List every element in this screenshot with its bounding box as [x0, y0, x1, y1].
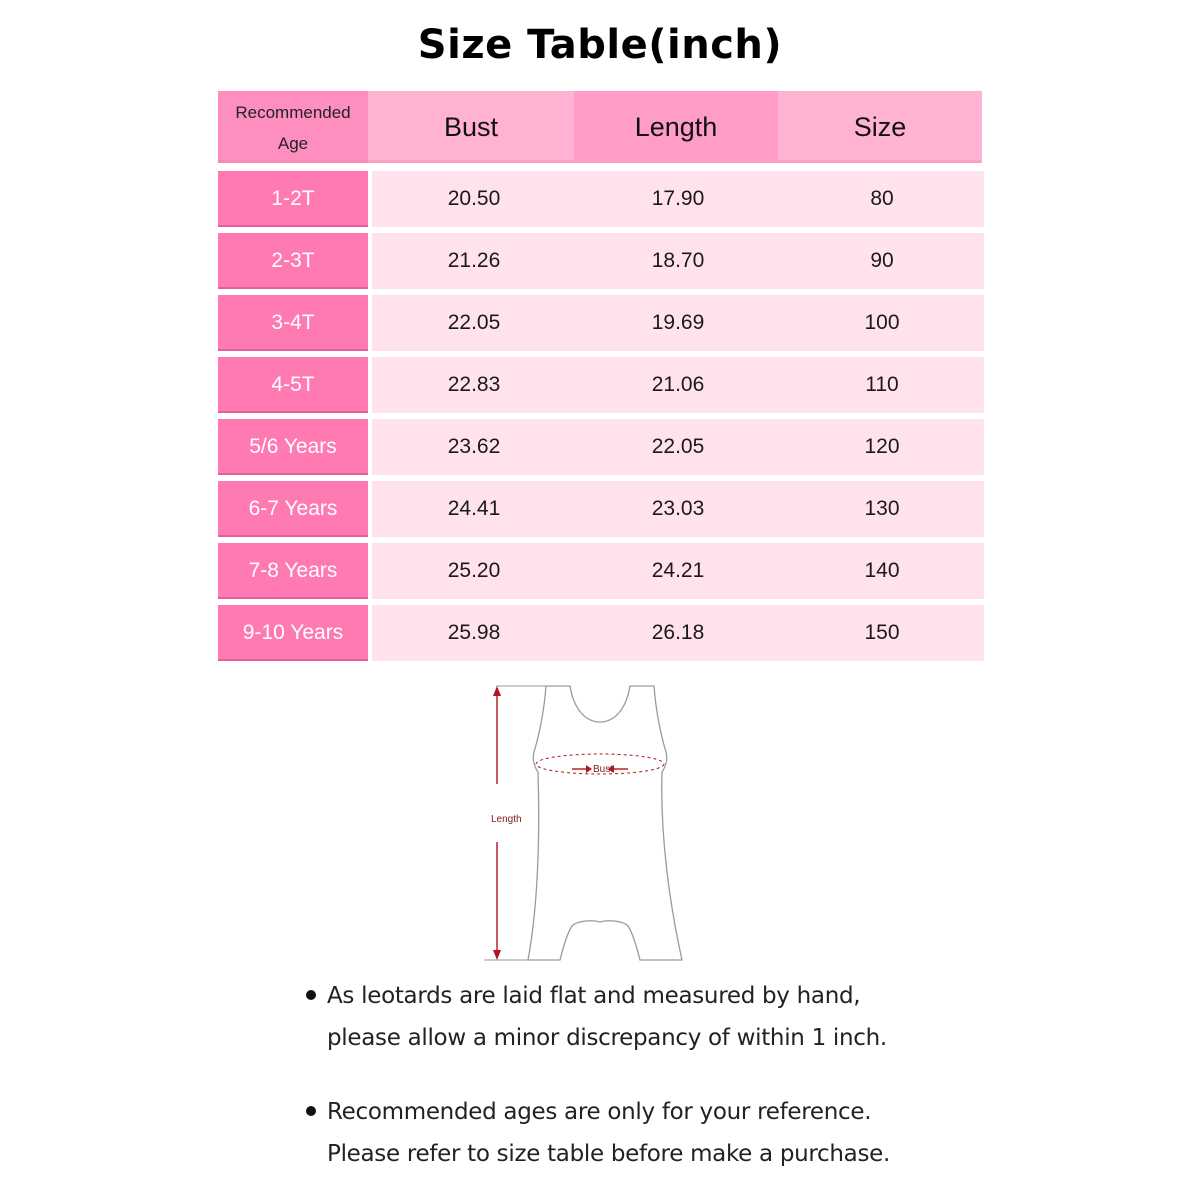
- leotard-outline: [528, 686, 682, 960]
- bust-cell: 22.05: [372, 295, 576, 351]
- size-cell: 140: [780, 543, 984, 599]
- size-cell: 80: [780, 171, 984, 227]
- note-item: [300, 1091, 940, 1175]
- table-row: [218, 171, 984, 227]
- table-row: [218, 357, 984, 413]
- table-row: [218, 605, 984, 661]
- length-cell: 23.03: [576, 481, 780, 537]
- length-cell: 21.06: [576, 357, 780, 413]
- bullet-icon: [306, 1106, 316, 1116]
- table-row: [218, 481, 984, 537]
- table-row: [218, 543, 984, 599]
- age-cell: 3-4T: [218, 295, 368, 351]
- length-cell: 19.69: [576, 295, 780, 351]
- length-cell: 22.05: [576, 419, 780, 475]
- length-arrowhead-down: [493, 950, 501, 960]
- age-cell: 1-2T: [218, 171, 368, 227]
- age-cell: 4-5T: [218, 357, 368, 413]
- note-text: As leotards are laid flat and measured by hand, please allow a minor discrepancy of within 1 inch.: [327, 983, 887, 1051]
- leotard-diagram: [470, 676, 730, 968]
- size-cell: 120: [780, 419, 984, 475]
- table-row: [218, 233, 984, 289]
- bust-cell: 20.50: [372, 171, 576, 227]
- size-cell: 100: [780, 295, 984, 351]
- header-recommended-age: [218, 91, 368, 163]
- bullet-icon: [306, 990, 316, 1000]
- note-text: Recommended ages are only for your reference. Please refer to size table before make a purchase.: [327, 1099, 891, 1167]
- bust-cell: 23.62: [372, 419, 576, 475]
- bust-cell: 25.20: [372, 543, 576, 599]
- bust-cell: 22.83: [372, 357, 576, 413]
- header-length: Length: [574, 91, 778, 163]
- age-cell: 7-8 Years: [218, 543, 368, 599]
- age-cell: 2-3T: [218, 233, 368, 289]
- note-item: [300, 975, 940, 1059]
- table-row: [218, 295, 984, 351]
- bust-cell: 21.26: [372, 233, 576, 289]
- header-age-line1: Recommended: [235, 103, 351, 122]
- length-cell: 24.21: [576, 543, 780, 599]
- size-table: [218, 91, 984, 667]
- age-cell: 9-10 Years: [218, 605, 368, 661]
- length-cell: 17.90: [576, 171, 780, 227]
- page-title: Size Table(inch): [417, 22, 783, 68]
- length-cell: 18.70: [576, 233, 780, 289]
- notes-list: [300, 975, 940, 1175]
- age-cell: 5/6 Years: [218, 419, 368, 475]
- length-cell: 26.18: [576, 605, 780, 661]
- age-cell: 6-7 Years: [218, 481, 368, 537]
- size-cell: 130: [780, 481, 984, 537]
- length-label: Length: [491, 814, 522, 825]
- header-bust: Bust: [368, 91, 574, 163]
- table-row: [218, 419, 984, 475]
- table-header-row: [218, 91, 984, 163]
- size-cell: 110: [780, 357, 984, 413]
- bust-cell: 24.41: [372, 481, 576, 537]
- bust-cell: 25.98: [372, 605, 576, 661]
- header-size: Size: [778, 91, 982, 163]
- size-cell: 90: [780, 233, 984, 289]
- header-age-line2: Age: [277, 134, 309, 153]
- bust-label: Bust: [593, 764, 614, 775]
- size-cell: 150: [780, 605, 984, 661]
